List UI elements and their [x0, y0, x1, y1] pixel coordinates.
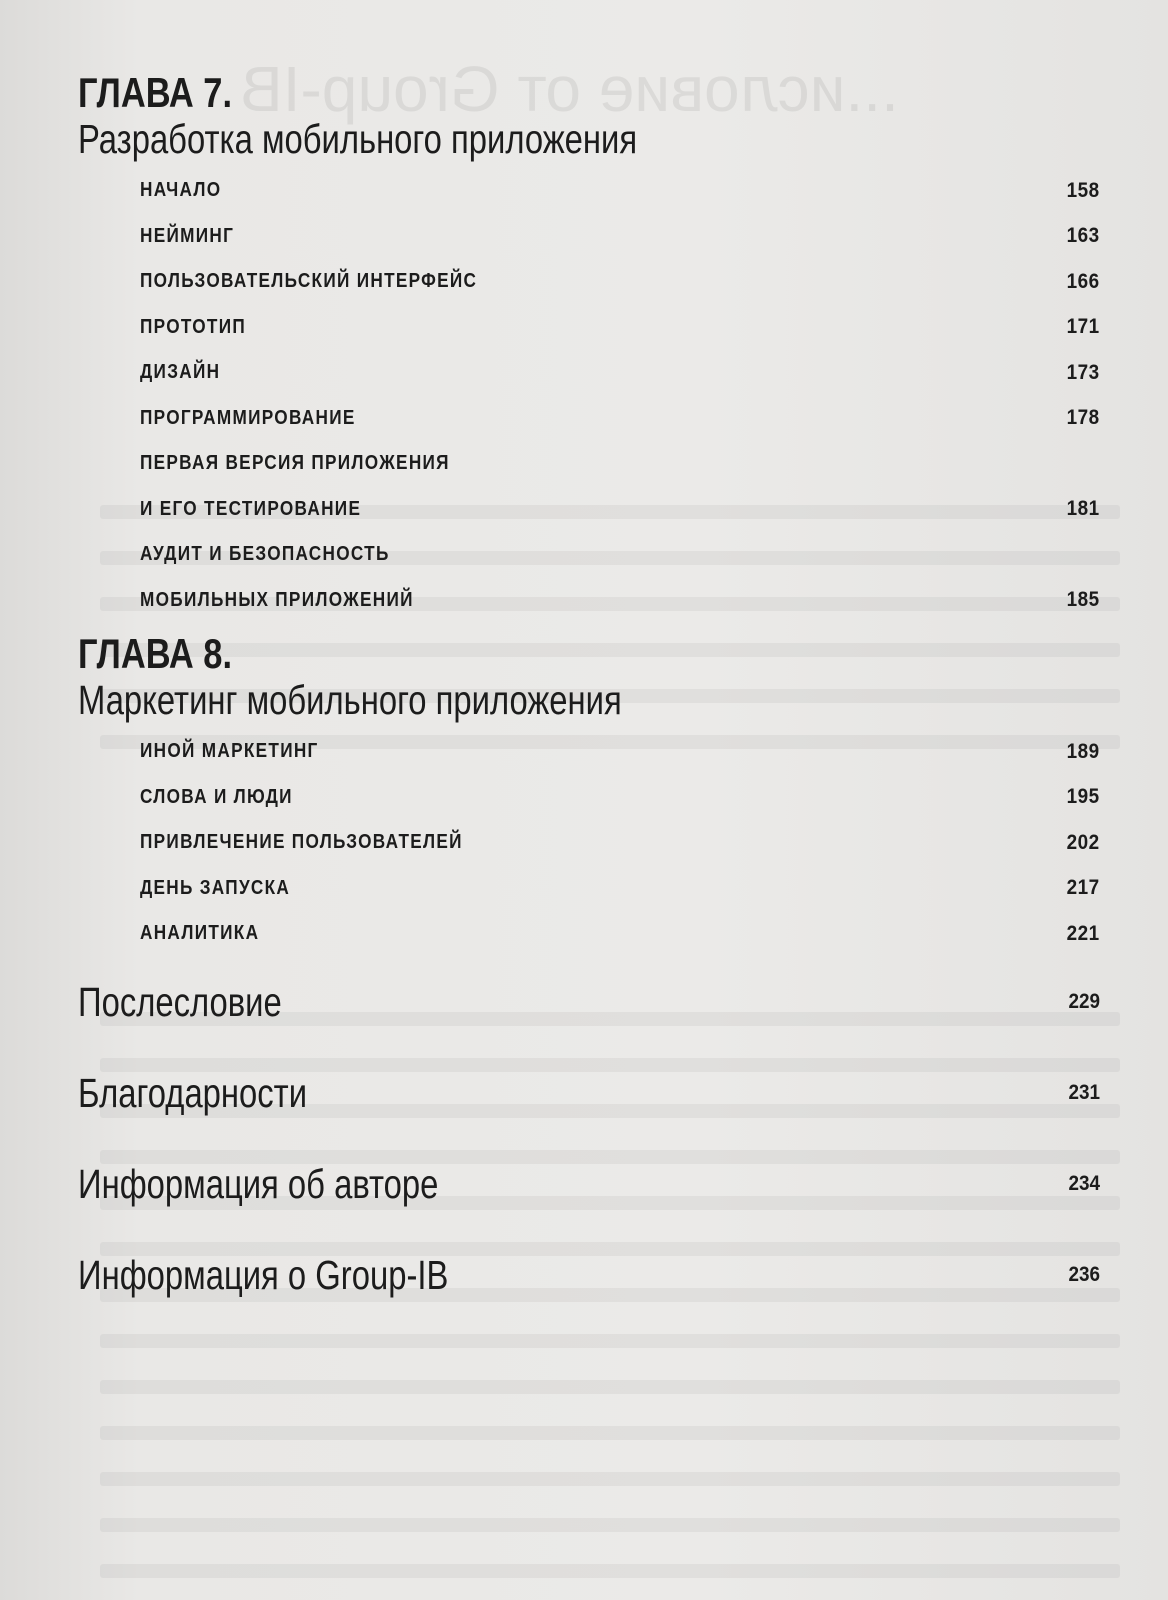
chapter-title: Разработка мобильного приложения	[78, 116, 638, 162]
back-matter-title: Информация об авторе	[78, 1160, 439, 1207]
back-matter-title: Послесловие	[78, 978, 282, 1025]
toc-entry[interactable]	[140, 305, 1100, 351]
back-matter-entry[interactable]	[78, 957, 1100, 1048]
chapter-label: ГЛАВА 8.	[78, 630, 233, 677]
toc-entry-page: 221	[1067, 921, 1100, 945]
toc-entry-label: СЛОВА И ЛЮДИ	[140, 785, 293, 808]
chapter-7	[78, 70, 1100, 623]
bleed-through-line	[100, 1426, 1120, 1440]
toc-entry[interactable]	[140, 168, 1100, 214]
bleed-through-line	[100, 1380, 1120, 1394]
toc-entry[interactable]	[140, 820, 1100, 866]
back-matter-title: Информация о Group-IB	[78, 1251, 449, 1298]
bleed-through-line	[100, 1564, 1120, 1578]
back-matter-page: 234	[1068, 1172, 1100, 1195]
back-matter-entry[interactable]	[78, 1048, 1100, 1139]
back-matter-entry[interactable]	[78, 1230, 1100, 1321]
toc-entry-label: ПРИВЛЕЧЕНИЕ ПОЛЬЗОВАТЕЛЕЙ	[140, 831, 463, 854]
chapter-entries	[140, 168, 1100, 623]
toc-entry-label: НЕЙМИНГ	[140, 224, 235, 247]
toc-entry-label: ИНОЙ МАРКЕТИНГ	[140, 740, 319, 763]
toc-entry-label: АУДИТ И БЕЗОПАСНОСТЬ	[140, 543, 390, 566]
bleed-through-line	[100, 1334, 1120, 1348]
toc-entry[interactable]	[140, 775, 1100, 821]
toc-entry-page: 171	[1067, 315, 1100, 339]
toc-entry-label: АНАЛИТИКА	[140, 922, 260, 945]
toc-entry[interactable]	[140, 259, 1100, 305]
toc-entry[interactable]	[140, 578, 1100, 624]
toc-entry-label: НАЧАЛО	[140, 179, 222, 202]
toc-entry[interactable]	[140, 350, 1100, 396]
toc-entry[interactable]	[140, 487, 1100, 533]
toc-entry-label: ПРОГРАММИРОВАНИЕ	[140, 406, 356, 429]
toc-entry-label: ПРОТОТИП	[140, 315, 246, 338]
toc-entry-page: 195	[1067, 785, 1100, 809]
toc-entry-label: ПОЛЬЗОВАТЕЛЬСКИЙ ИНТЕРФЕЙС	[140, 270, 478, 293]
back-matter-page: 236	[1068, 1263, 1100, 1286]
toc-entry[interactable]	[140, 214, 1100, 260]
table-of-contents	[78, 70, 1100, 1321]
back-matter-entry[interactable]	[78, 1139, 1100, 1230]
back-matter-page: 229	[1068, 990, 1100, 1013]
chapter-8	[78, 631, 1100, 957]
toc-entry-page: 202	[1067, 830, 1100, 854]
toc-entry[interactable]	[140, 532, 1100, 578]
toc-entry-page: 217	[1067, 876, 1100, 900]
toc-entry-page: 163	[1067, 224, 1100, 248]
toc-entry[interactable]	[140, 866, 1100, 912]
toc-entry[interactable]	[140, 441, 1100, 487]
toc-entry[interactable]	[140, 729, 1100, 775]
toc-entry-label: ДЕНЬ ЗАПУСКА	[140, 876, 291, 899]
bleed-through-line	[100, 1472, 1120, 1486]
toc-entry[interactable]	[140, 396, 1100, 442]
chapter-title: Маркетинг мобильного приложения	[78, 677, 622, 723]
back-matter-page: 231	[1068, 1081, 1100, 1104]
toc-entry-page: 173	[1067, 360, 1100, 384]
toc-entry-page: 158	[1067, 178, 1100, 202]
toc-entry-label: МОБИЛЬНЫХ ПРИЛОЖЕНИЙ	[140, 588, 414, 611]
chapter-entries	[140, 729, 1100, 957]
toc-entry-label: ДИЗАЙН	[140, 361, 221, 384]
toc-entry-page: 166	[1067, 269, 1100, 293]
chapter-label: ГЛАВА 7.	[78, 69, 233, 116]
toc-entry-page: 189	[1067, 739, 1100, 763]
toc-entry-page: 185	[1067, 588, 1100, 612]
back-matter-title: Благодарности	[78, 1069, 308, 1116]
toc-entry-label: ПЕРВАЯ ВЕРСИЯ ПРИЛОЖЕНИЯ	[140, 452, 450, 475]
toc-entry-page: 178	[1067, 406, 1100, 430]
bleed-through-heading: ...исловие от Group-IB	[240, 53, 899, 125]
toc-entry-page: 181	[1067, 497, 1100, 521]
toc-entry[interactable]	[140, 911, 1100, 957]
toc-entry-label: И ЕГО ТЕСТИРОВАНИЕ	[140, 497, 362, 520]
bleed-through-line	[100, 1518, 1120, 1532]
